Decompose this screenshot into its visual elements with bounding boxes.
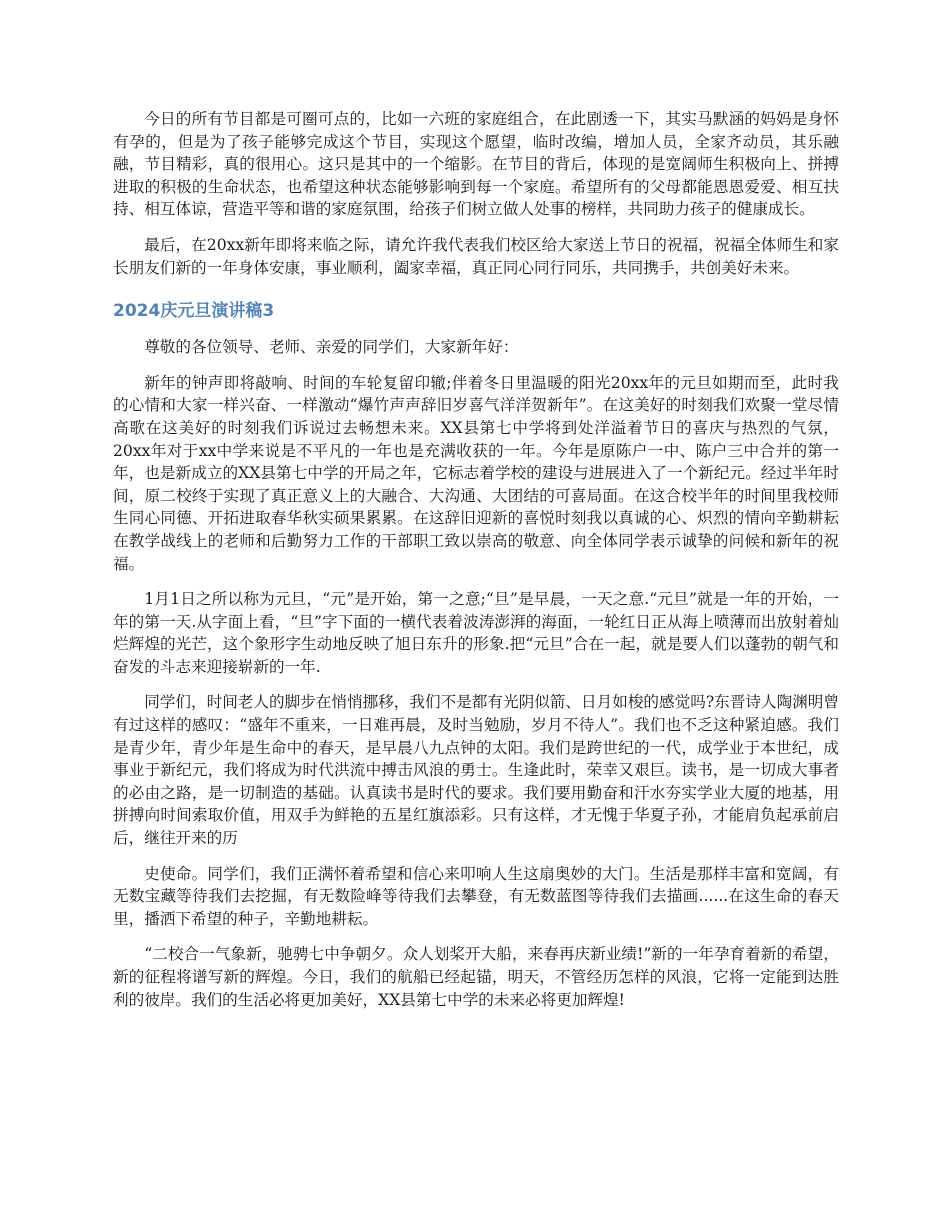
body-paragraph: 史使命。同学们，我们正满怀着希望和信心来叩响人生这扇奥妙的大门。生活是那样丰富和宽阔，有无数宝藏等待我们去挖掘，有无数险峰等待我们去攀登，有无数蓝图等待我们去描画......在这生命的春天里，播洒下希望的种子，辛勤地耕耘。 [113, 864, 839, 928]
body-paragraph: 1月1日之所以称为元旦，“元”是开始，第一之意;“旦”是早晨，一天之意.“元旦”就是一年的开始，一年的第一天.从字面上看，“旦”字下面的一横代表着波涛澎湃的海面，一轮红日正从海上喷薄而出放射着灿烂辉煌的光芒，这个象形字生动地反映了旭日东升的形象.把“元旦”合在一起，就是要人们以蓬勃的朝气和奋发的斗志来迎接崭新的一年. [113, 590, 839, 676]
body-paragraph: 新年的钟声即将敲响、时间的车轮复留印辙;伴着冬日里温暖的阳光20xx年的元旦如期而至，此时我的心情和大家一样兴奋、一样激动“爆竹声声辞旧岁喜气洋洋贺新年”。在这美好的时刻我们欢聚一堂尽情高歌在这美好的时刻我们诉说过去畅想未来。XX县第七中学将到处洋溢着节日的喜庆与热烈的气氛，20xx年对于xx中学来说是不平凡的一年也是充满收获的一年。今年是原陈户一中、陈户三中合并的第一年，也是新成立的XX县第七中学的开局之年，它标志着学校的建设与进展进入了一个新纪元。经过半年时间，原二校终于实现了真正意义上的大融合、大沟通、大团结的可喜局面。在这合校半年的时间里我校师生同心同德、开拓进取春华秋实硕果累累。在这辞旧迎新的喜悦时刻我以真诚的心、炽烈的情向辛勤耕耘在教学战线上的老师和后勤努力工作的干部职工致以崇高的敬意、向全体同学表示诚挚的问候和新年的祝福。 [113, 373, 839, 573]
document-page [113, 108, 839, 1024]
greeting-paragraph: 尊敬的各位领导、老师、亲爱的同学们，大家新年好： [144, 338, 519, 357]
body-paragraph: 最后，在20xx新年即将来临之际，请允许我代表我们校区给大家送上节日的祝福，祝福全体师生和家长朋友们新的一年身体安康，事业顺利，阖家幸福，真正同心同行同乐，共同携手，共创美好未来。 [113, 235, 839, 277]
body-paragraph: 今日的所有节目都是可圈可点的，比如一六班的家庭组合，在此剧透一下，其实马默涵的妈妈是身怀有孕的，但是为了孩子能够完成这个节目，实现这个愿望，临时改编，增加人员，全家齐动员，其乐融融，节目精彩，真的很用心。这只是其中的一个缩影。在节目的背后，体现的是宽阔师生积极向上、拼搏进取的积极的生命状态，也希望这种状态能够影响到每一个家庭。希望所有的父母都能恩恩爱爱、相互扶持、相互体谅，营造平等和谐的家庭氛围，给孩子们树立做人处事的榜样，共同助力孩子的健康成长。 [113, 110, 839, 219]
body-paragraph: 同学们，时间老人的脚步在悄悄挪移，我们不是都有光阴似箭、日月如梭的感觉吗?东晋诗人陶渊明曾有过这样的感叹：“盛年不重来，一日难再晨，及时当勉励，岁月不待人”。我们也不乏这种紧迫感。我们是青少年，青少年是生命中的春天，是早晨八九点钟的太阳。我们是跨世纪的一代，成学业于本世纪，成事业于新纪元，我们将成为时代洪流中搏击风浪的勇士。生逢此时，荣幸又艰巨。读书，是一切成大事者的必由之路，是一切制造的基础。认真读书是时代的要求。我们要用勤奋和汗水夯实学业大厦的地基，用拼搏向时间索取价值，用双手为鲜艳的五星红旗添彩。只有这样，才无愧于华夏子孙，才能肩负起承前启后，继往开来的历 [113, 693, 839, 848]
body-paragraph: “二校合一气象新，驰骋七中争朝夕。众人划桨开大船，来春再庆新业绩!”新的一年孕育着新的希望，新的征程将谱写新的辉煌。今日，我们的航船已经起锚，明天，不管经历怎样的风浪，它将一定能到达胜利的彼岸。我们的生活必将更加美好，XX县第七中学的未来必将更加辉煌! [113, 945, 839, 1009]
section-heading: 2024庆元旦演讲稿3 [113, 301, 275, 322]
